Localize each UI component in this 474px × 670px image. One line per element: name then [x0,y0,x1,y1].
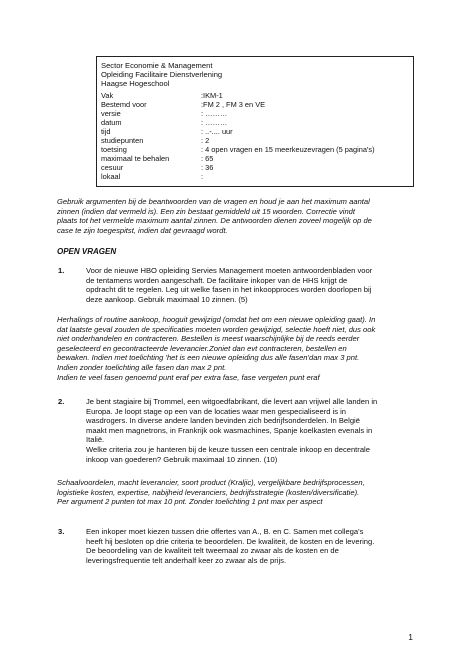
info-row-lokaal [101,173,203,182]
question-number-3: 3. [58,527,65,536]
question-line: Je bent stagiaire bij Trommel, een witgoedfabrikant, die levert aan vrijwel alle landen in [86,397,378,406]
question-number-2: 2. [58,397,65,406]
answer-line: dat laatste geval zouden de specificaties moeten worden gewijzigd, selectie hoeft niet, dus ook [57,324,376,334]
info-label: datum [101,118,122,127]
answer-line: logistieke kosten, expertise, nabijheid leveranciers, bedrijfsstrategie (kosten/diversificatie). [57,487,360,497]
question-line: deze aankoop. Gebruik maximaal 10 zinnen. (5) [86,294,248,304]
answer-line: bewaken. Indien met toelichting 'het is een nieuwe opleiding dus alle fasen'dan max 3 pnt. [57,353,360,363]
question-line: De beoordeling van de kwaliteit telt tweemaal zo zwaar als de kosten en de [86,546,339,556]
question-3 [86,527,430,565]
question-line: opdracht dit te regelen. Leg uit welke fasen in het inkoopproces worden doorlopen bij [86,285,372,295]
info-value: : ……… [201,118,228,127]
info-label: Vak [101,91,114,100]
header-line-1: Sector Economie & Management [101,61,213,70]
page-number: 1 [408,632,413,642]
answer-line: geselecteerd en gecontracteerde leverancier.Zoniet dan evt contracteren, bestellen en [57,343,347,353]
info-value: : ..-.... uur [201,127,233,136]
question-line: leveringsfrequentie telt anderhalf keer zo zwaar als de prijs. [86,555,287,565]
answer-1 [57,315,429,382]
intro-line: case te zijn toegespitst, indien dat gevraagd wordt. [57,225,228,235]
intro-line: zinnen (indien dat vermeld is). Een zin bestaat gemiddeld uit 15 woorden. Correctie vindt [57,206,356,216]
question-line: Een inkoper moet kiezen tussen drie offertes van A., B. en C. Samen met collega's [86,527,364,536]
question-line: Voor de nieuwe HBO opleiding Servies Management moeten antwoordenbladen voor [86,266,373,275]
answer-line: Indien te veel fasen genoemd punt eraf per extra fase, fase vergeten punt eraf [57,372,320,382]
info-value: : ……… [201,109,228,118]
question-line: de tentamens worden aangeschaft. De facilitaire inkoper van de HHS krijgt de [86,275,348,285]
answer-line: Indien zonder toelichting alle fasen dan max 2 pnt. [57,362,227,372]
info-value: : 2 [201,136,210,145]
section-title: OPEN VRAGEN [57,247,117,256]
answer-line: Schaalvoordelen, macht leverancier, soort product (Kraljic), vergelijkbare bedrijfsprocessen, [57,478,365,487]
info-label: versie [101,109,121,118]
question-line: wasdrogers. In diverse andere landen bevinden zich bedrijfsonderdelen. In België [86,416,360,426]
info-label: toetsing [101,145,127,154]
info-label: maximaal te behalen [101,154,170,163]
intro-line: Gebruik argumenten bij de beantwoorden van de vragen en houd je aan het maximum aantal [57,197,370,206]
info-value: : 4 open vragen en 15 meerkeuzevragen (5 pagina's) [201,145,375,154]
intro-line: plaats tot het vermelde maximum aantal zinnen. De antwoorden dienen zoveel mogelijk op de [57,216,372,226]
question-line: Welke criteria zou je hanteren bij de keuze tussen een centrale inkoop en decentrale [86,444,370,454]
header-line-3: Haagse Hogeschool [101,79,170,88]
question-number-1: 1. [58,266,65,275]
info-value: : [201,172,204,181]
info-value: :FM 2 , FM 3 en VE [201,100,266,109]
answer-line: niet onderhandelen en contracteren. Bestellen is meest waarschijnlijke bij de reeds eerder [57,334,360,344]
question-line: heeft hij besloten op drie criteria te beoordelen. De kwaliteit, de kosten en de levering. [86,536,375,546]
intro-paragraph [57,197,372,235]
answer-line: Per argument 2 punten tot max 10 pnt. Zonder toelichting 1 pnt max per aspect [57,497,323,507]
info-label: studiepunten [101,136,144,145]
question-line: Europa. Je loopt stage op een van de locaties waar men gespecialiseerd is in [86,406,347,416]
header-line-2: Opleiding Facilitaire Dienstverlening [101,70,223,79]
info-value: : 36 [201,163,214,172]
info-value: : 65 [201,154,214,163]
question-line: maakt men magnetrons, in Frankrijk ook wasmachines, Spanje koelkasten evenals in [86,425,373,435]
info-label: Bestemd voor [101,100,147,109]
info-value: :IKM-1 [201,91,223,100]
question-line: Italië. [86,435,105,445]
info-label: cesuur [101,163,124,172]
answer-2 [57,478,429,507]
question-line: inkoop van goederen? Gebruik maximaal 10 zinnen. (10) [86,454,278,464]
question-2 [86,397,430,464]
info-label: tijd [101,127,111,136]
question-1 [86,266,430,304]
info-row-bestemd [101,101,265,110]
answer-line: Herhalings of routine aankoop, hooguit gewijzigd (omdat het om een nieuwe opleiding gaat). In [57,315,376,324]
info-label: lokaal [101,172,121,181]
